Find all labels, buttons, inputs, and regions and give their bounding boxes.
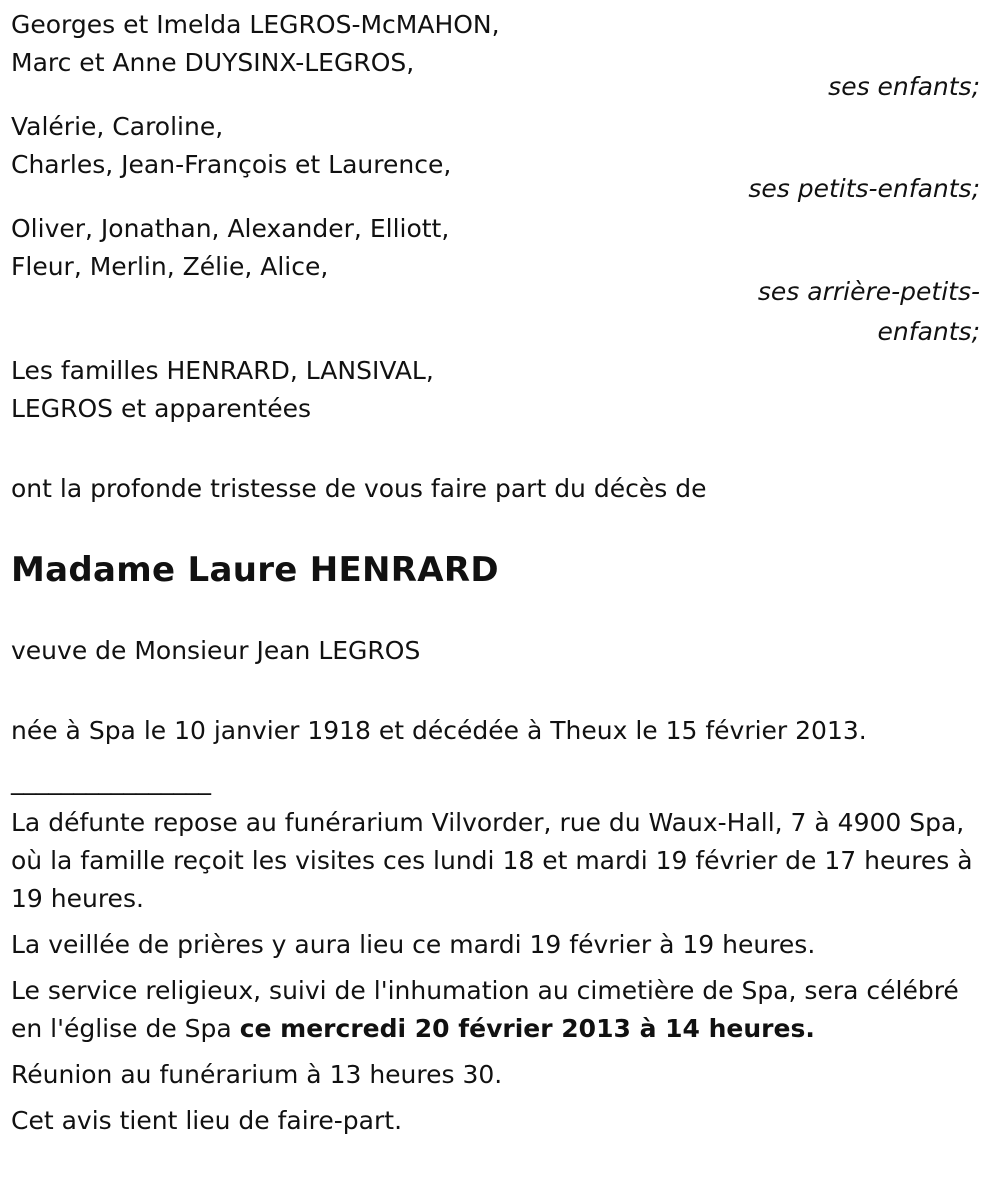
families-block: [11, 352, 989, 428]
relation-label: enfants;: [877, 317, 980, 346]
families-line: Les familles HENRARD, LANSIVAL,: [11, 356, 434, 385]
families-line: LEGROS et apparentées: [11, 394, 312, 423]
service-date: ce mercredi 20 février 2013 à 14 heures.: [239, 1014, 815, 1043]
visitation-paragraph: La défunte repose au funérarium Vilvorder, rue du Waux-Hall, 7 à 4900 Spa, où la famille reçoit les visites ces lundi 18 et mardi 19 février de 17 heures à 19 heures.: [11, 808, 973, 913]
widow-of: veuve de Monsieur Jean LEGROS: [11, 636, 421, 665]
vigil-paragraph: La veillée de prières y aura lieu ce mardi 19 février à 19 heures.: [11, 930, 816, 959]
great-grandchildren-line: Oliver, Jonathan, Alexander, Elliott,: [11, 214, 450, 243]
service-paragraph: [11, 972, 981, 1048]
service-intro: Le service religieux, suivi de l'inhumation au cimetière de Spa, sera célébré en l'église de Spa: [11, 976, 959, 1043]
relation-label: ses petits-enfants;: [748, 174, 980, 203]
children-line: Marc et Anne DUYSINX-LEGROS,: [11, 48, 415, 77]
great-grandchildren-line: Fleur, Merlin, Zélie, Alice,: [11, 252, 329, 281]
gathering-paragraph: Réunion au funérarium à 13 heures 30.: [11, 1060, 503, 1089]
relation-label: ses enfants;: [828, 72, 980, 101]
children-line: Georges et Imelda LEGROS-McMAHON,: [11, 10, 500, 39]
deceased-name: Madame Laure HENRARD: [11, 550, 499, 590]
separator-line: ________________: [11, 766, 211, 795]
birth-death-dates: née à Spa le 10 janvier 1918 et décédée à Theux le 15 février 2013.: [11, 716, 867, 745]
relation-label: ses arrière-petits-: [757, 277, 980, 306]
announcement-intro: ont la profonde tristesse de vous faire part du décès de: [11, 474, 707, 503]
grandchildren-line: Charles, Jean-François et Laurence,: [11, 150, 452, 179]
notice-paragraph: Cet avis tient lieu de faire-part.: [11, 1106, 403, 1135]
grandchildren-line: Valérie, Caroline,: [11, 112, 224, 141]
